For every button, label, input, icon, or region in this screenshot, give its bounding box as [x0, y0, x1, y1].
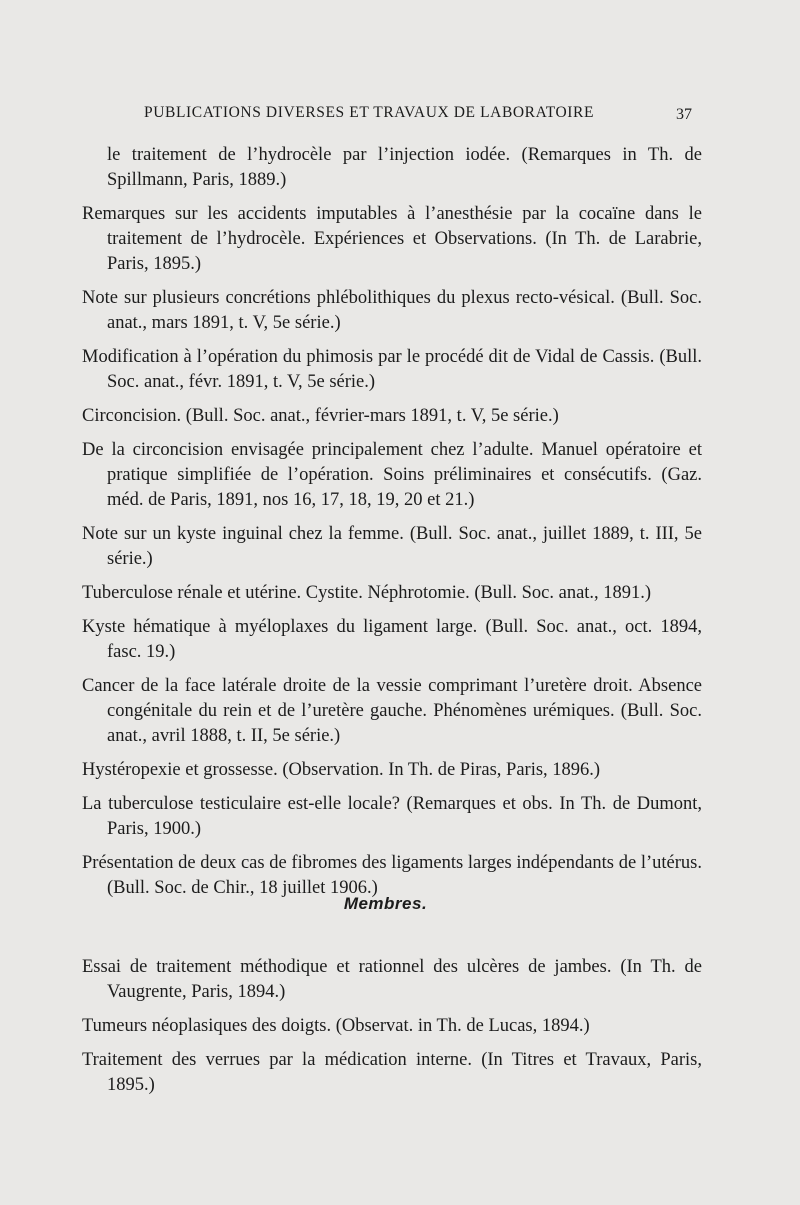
bibliography-entry: Cancer de la face latérale droite de la vessie comprimant l’uretère droit. Absence congénitale du rein et de l’uretère gauche. Phénomènes urémiques. (Bull. Soc. anat., avril 1888, t. II, 5e série.) [82, 676, 702, 746]
bibliography-list-top [82, 143, 702, 910]
bibliography-entry: Présentation de deux cas de fibromes des ligaments larges indépendants de l’utérus. (Bull. Soc. de Chir., 18 juillet 1906.) [82, 853, 702, 898]
bibliography-entry: Remarques sur les accidents imputables à l’anesthésie par la cocaïne dans le traitement de l’hydrocèle. Expériences et Observations. (In Th. de Larabrie, Paris, 1895.) [82, 204, 702, 274]
bibliography-entry: Hystéropexie et grossesse. (Observation. In Th. de Piras, Paris, 1896.) [82, 760, 601, 780]
bibliography-entry: Note sur plusieurs concrétions phlébolithiques du plexus recto-vésical. (Bull. Soc. anat., mars 1891, t. V, 5e série.) [82, 288, 702, 333]
bibliography-entry: La tuberculose testiculaire est-elle locale? (Remarques et obs. In Th. de Dumont, Paris, 1900.) [82, 794, 702, 839]
bibliography-entry: Traitement des verrues par la médication interne. (In Titres et Travaux, Paris, 1895.) [82, 1050, 702, 1095]
bibliography-entry: Modification à l’opération du phimosis par le procédé dit de Vidal de Cassis. (Bull. Soc. anat., févr. 1891, t. V, 5e série.) [82, 347, 702, 392]
bibliography-entry: le traitement de l’hydrocèle par l’injection iodée. (Remarques in Th. de Spillmann, Paris, 1889.) [107, 145, 702, 190]
bibliography-entry: Tuberculose rénale et utérine. Cystite. Néphrotomie. (Bull. Soc. anat., 1891.) [82, 583, 652, 603]
bibliography-entry: Note sur un kyste inguinal chez la femme. (Bull. Soc. anat., juillet 1889, t. III, 5e série.) [82, 524, 702, 569]
bibliography-list-bottom [82, 955, 702, 1107]
bibliography-entry: De la circoncision envisagée principalement chez l’adulte. Manuel opératoire et pratique simplifiée de l’opération. Soins préliminaires et consécutifs. (Gaz. méd. de Paris, 1891, nos 16, 17, 18, 19, 20 et 21.) [82, 440, 702, 510]
bibliography-entry: Tumeurs néoplasiques des doigts. (Observat. in Th. de Lucas, 1894.) [82, 1016, 590, 1036]
page-number: 37 [676, 106, 692, 123]
bibliography-entry: Kyste hématique à myéloplaxes du ligament large. (Bull. Soc. anat., oct. 1894, fasc. 19.) [82, 617, 702, 662]
running-head: PUBLICATIONS DIVERSES ET TRAVAUX DE LABORATOIRE [144, 104, 595, 121]
section-title-membres: Membres. [343, 894, 428, 913]
bibliography-entry: Circoncision. (Bull. Soc. anat., février-mars 1891, t. V, 5e série.) [82, 406, 559, 426]
bibliography-entry: Essai de traitement méthodique et rationnel des ulcères de jambes. (In Th. de Vaugrente, Paris, 1894.) [82, 957, 702, 1002]
page-header [0, 104, 800, 132]
